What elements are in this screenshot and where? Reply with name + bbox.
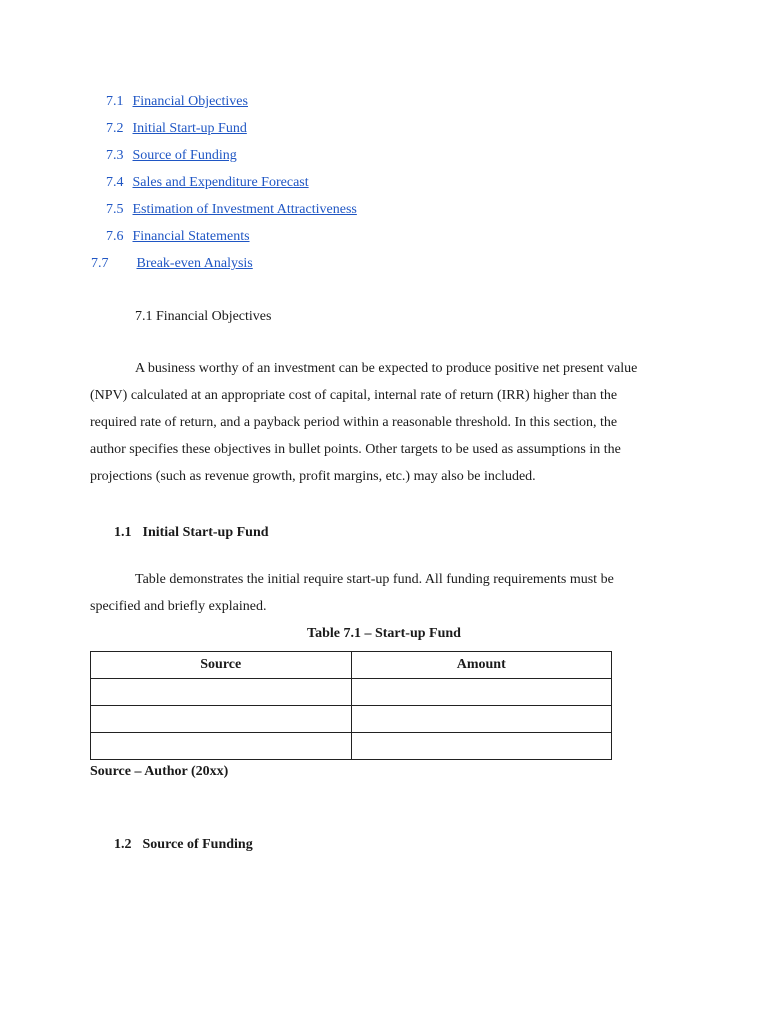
table-cell-source[interactable] <box>91 679 352 706</box>
subsection-title: Source of Funding <box>142 837 253 852</box>
toc-title: Source of Funding <box>132 148 237 163</box>
toc-link-sales-expenditure-forecast[interactable] <box>106 173 309 193</box>
section-heading: 7.1 Financial Objectives <box>135 309 272 324</box>
toc-link-investment-attractiveness[interactable] <box>106 200 357 220</box>
paragraph-line: Table demonstrates the initial require start-up fund. All funding requirements must be <box>135 572 614 587</box>
table-row <box>91 733 612 760</box>
paragraph-startup-fund <box>90 567 690 621</box>
toc-number: 7.6 <box>106 229 124 244</box>
table-header-row <box>91 652 612 679</box>
toc-link-financial-objectives[interactable] <box>106 92 248 112</box>
table-cell-source[interactable] <box>91 733 352 760</box>
column-header-source: Source <box>91 652 352 679</box>
subsection-heading-startup-fund <box>114 523 269 543</box>
toc-number: 7.7 <box>91 256 109 271</box>
paragraph-line: author specifies these objectives in bullet points. Other targets to be used as assumptions in the <box>90 441 621 457</box>
paragraph-financial-objectives <box>90 356 690 490</box>
toc-link-financial-statements[interactable] <box>106 227 250 247</box>
paragraph-line: specified and briefly explained. <box>90 598 267 614</box>
toc-link-initial-startup-fund[interactable] <box>106 119 247 139</box>
toc-title: Initial Start-up Fund <box>132 121 247 136</box>
column-header-amount: Amount <box>351 652 612 679</box>
toc-title: Financial Statements <box>132 229 250 244</box>
table-cell-amount[interactable] <box>351 706 612 733</box>
paragraph-line: projections (such as revenue growth, profit margins, etc.) may also be included. <box>90 468 536 484</box>
toc-number: 7.5 <box>106 202 124 217</box>
toc-title: Break-even Analysis <box>136 256 253 271</box>
subsection-heading-source-of-funding <box>114 835 253 855</box>
table-row <box>91 706 612 733</box>
toc-link-source-of-funding[interactable] <box>106 146 237 166</box>
toc-number: 7.4 <box>106 175 124 190</box>
table-cell-amount[interactable] <box>351 733 612 760</box>
paragraph-line: required rate of return, and a payback period within a reasonable threshold. In this section, the <box>90 414 618 430</box>
subsection-title: Initial Start-up Fund <box>142 525 269 540</box>
toc-number: 7.1 <box>106 94 124 109</box>
toc-title: Financial Objectives <box>132 94 248 109</box>
subsection-number: 1.1 <box>114 525 132 540</box>
startup-fund-table <box>90 651 612 760</box>
table-row <box>91 679 612 706</box>
table-cell-source[interactable] <box>91 706 352 733</box>
toc-title: Sales and Expenditure Forecast <box>132 175 309 190</box>
toc-number: 7.3 <box>106 148 124 163</box>
table-cell-amount[interactable] <box>351 679 612 706</box>
subsection-number: 1.2 <box>114 837 132 852</box>
toc-title: Estimation of Investment Attractiveness <box>132 202 357 217</box>
toc-number: 7.2 <box>106 121 124 136</box>
paragraph-line: (NPV) calculated at an appropriate cost of capital, internal rate of return (IRR) higher than the <box>90 387 618 403</box>
table-caption: Table 7.1 – Start-up Fund <box>307 626 461 641</box>
paragraph-line: A business worthy of an investment can be expected to produce positive net present value <box>135 361 638 376</box>
table-source-note: Source – Author (20xx) <box>90 764 229 779</box>
toc-link-break-even-analysis[interactable] <box>91 254 253 274</box>
